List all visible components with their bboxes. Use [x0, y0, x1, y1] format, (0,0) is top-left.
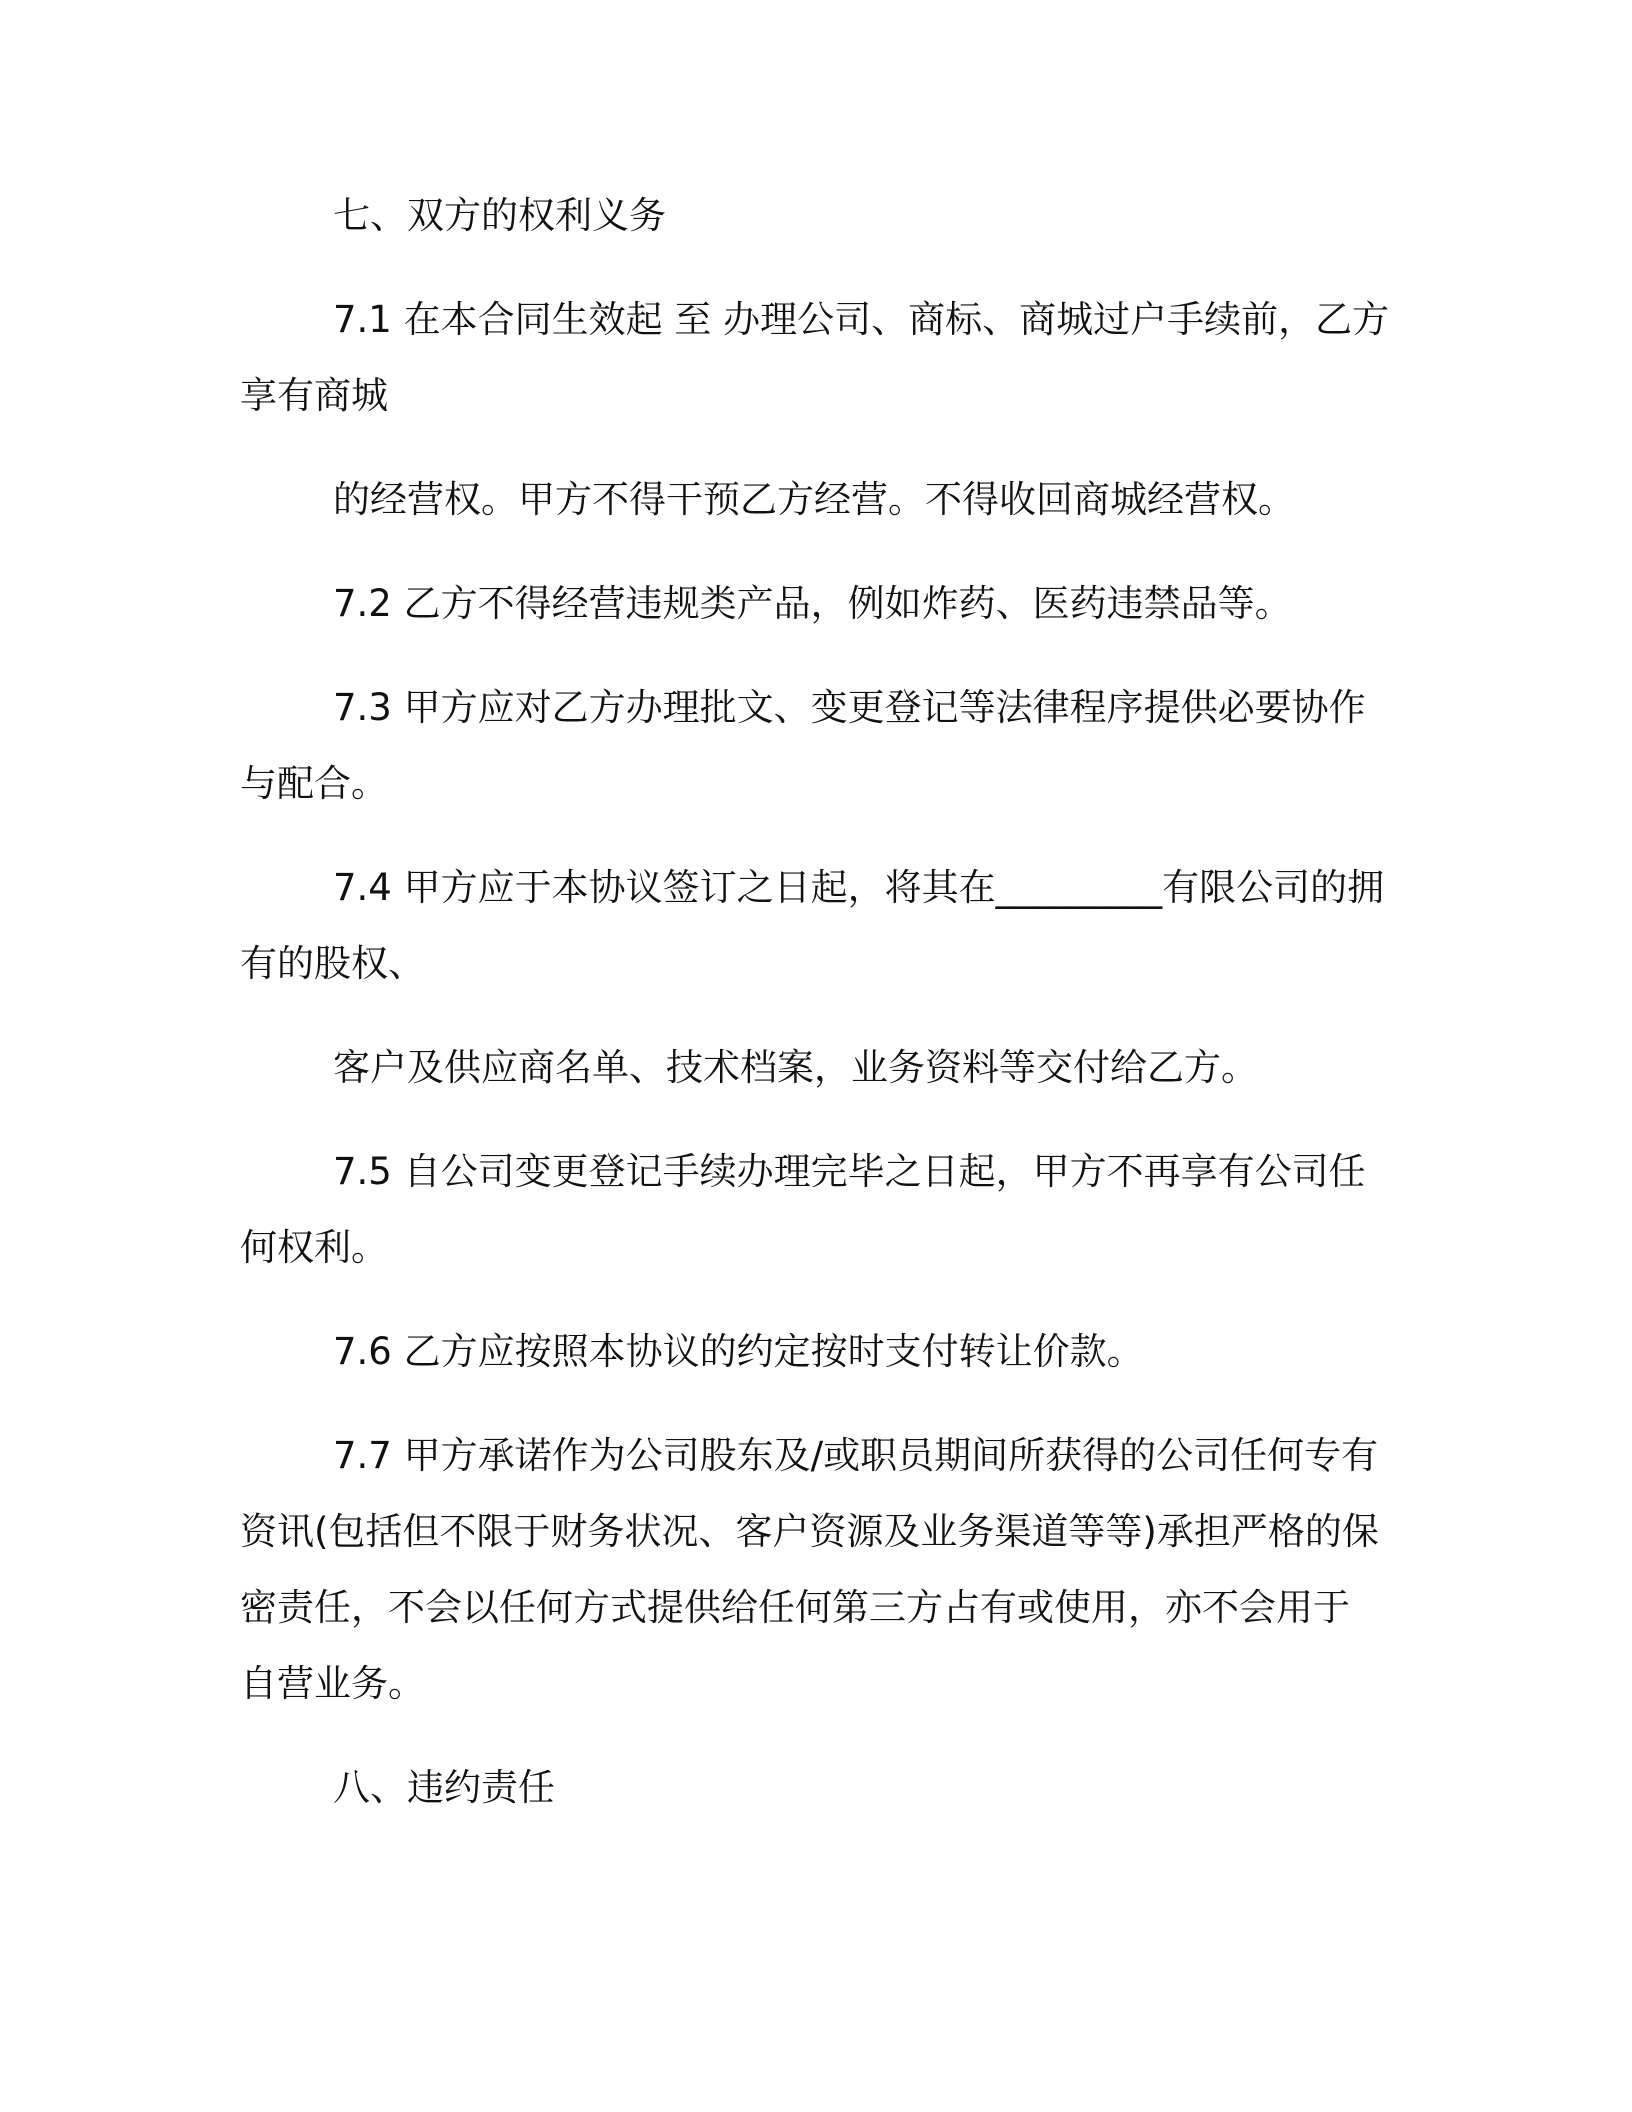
- clause-7-3: [240, 670, 1540, 822]
- clause-line: 的经营权。甲方不得干预乙方经营。不得收回商城经营权。: [333, 478, 1295, 521]
- clause-7-2: [240, 566, 1540, 642]
- clause-line: 与配合。: [240, 762, 388, 805]
- clause-line: 7.4 甲方应于本协议签订之日起，将其在_________有限公司的拥: [333, 866, 1385, 909]
- clause-line: 7.2 乙方不得经营违规类产品，例如炸药、医药违禁品等。: [333, 582, 1292, 625]
- clause-line: 7.7 甲方承诺作为公司股东及/或职员期间所获得的公司任何专有: [333, 1434, 1379, 1477]
- clause-7-6: [240, 1314, 1540, 1390]
- section-heading-7: [240, 178, 1540, 254]
- clause-line: 何权利。: [240, 1226, 388, 1269]
- document-body: [240, 178, 1540, 1854]
- clause-line: 密责任，不会以任何方式提供给任何第三方占有或使用，亦不会用于: [240, 1586, 1350, 1629]
- clause-line: 7.1 在本合同生效起 至 办理公司、商标、商城过户手续前，乙方: [333, 298, 1390, 341]
- clause-7-4: [240, 850, 1540, 1002]
- clause-line: 享有商城: [240, 374, 388, 417]
- clause-7-1-continued: [240, 462, 1540, 538]
- clause-line: 7.5 自公司变更登记手续办理完毕之日起，甲方不再享有公司任: [333, 1150, 1366, 1193]
- clause-7-1: [240, 282, 1540, 434]
- clause-line: 自营业务。: [240, 1662, 425, 1705]
- clause-7-7: [240, 1418, 1540, 1722]
- clause-line: 客户及供应商名单、技术档案，业务资料等交付给乙方。: [333, 1046, 1258, 1089]
- clause-7-4-continued: [240, 1030, 1540, 1106]
- clause-line: 资讯(包括但不限于财务状况、客户资源及业务渠道等等)承担严格的保: [240, 1510, 1379, 1553]
- clause-7-5: [240, 1134, 1540, 1286]
- heading-line: 八、违约责任: [333, 1766, 555, 1809]
- clause-line: 有的股权、: [240, 942, 425, 985]
- heading-line: 七、双方的权利义务: [333, 194, 666, 237]
- clause-line: 7.6 乙方应按照本协议的约定按时支付转让价款。: [333, 1330, 1144, 1373]
- section-heading-8: [240, 1750, 1540, 1826]
- clause-line: 7.3 甲方应对乙方办理批文、变更登记等法律程序提供必要协作: [333, 686, 1366, 729]
